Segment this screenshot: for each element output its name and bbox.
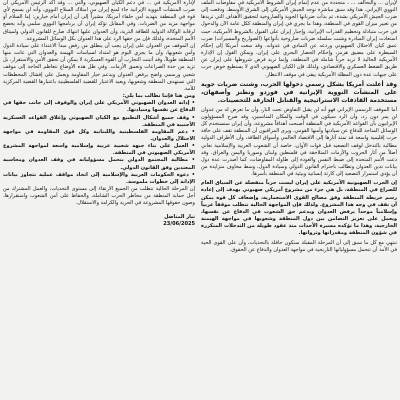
publish-date: 23/06/2025 bbox=[163, 220, 195, 227]
paragraph: إن الحرب الصهيونية الأمريكية على إيران ليست حرباً منفصلة عن السياق العام للصراع في المنطقة، بل هي جزء من مشروع أمريكي صهيوني يهدف إلى إعادة رسم خريطة المنطقة وفق مصالح القوى الاستعمارية، وإضعاف كل قوة يمكن أن تقف في وجه هذا المشروع. ولذلك فإن المواجهة الحالية تتطلب موقفاً عربياً وإسلامياً موحداً يرفض العدوان ويدعم حق الشعوب في الدفاع عن نفسها، ويعمل على تعزيز التضامن بين دول المنطقة وشعوبها في مواجهة الهيمنة الخارجية، وهذا ما تؤكده مسيرة الأحداث منذ عقود طويلة من التدخلات المتكررة في شؤون المنطقة ومقدراتها وثرواتها. bbox=[201, 180, 397, 237]
list-item: • مطالبة المجتمع الدولي بتحمل مسؤولياته في وقف العدوان ومحاسبة المعتدين وفق القانون الدولي. bbox=[3, 157, 195, 171]
section-heading: وقد أعلنت أمريكا بشكل رسمي دخولها الحرب، وشنت ضربات جوية على المنشآت النووية الإيرانية في فوردو ونطنز وأصفهان، مستخدمة القاذفات الاستراتيجية والقنابل الخارقة للتحصينات. bbox=[201, 80, 397, 104]
paragraph: ننتهي مع كل ما سبق إلى أن المرحلة المقبلة ستكون حافلة بالتحديات، وأن على القوى الحية في الأمة أن تتحمل مسؤولياتها التاريخية في مواجهة العدوان والدفاع عن الحقوق. bbox=[201, 239, 397, 253]
paragraph: إن الموقف من العدوان على إيران يجب أن ينطلق من رفض مبدأ الاعتداء على سيادة الدول وأمن شعوبها، وأن ما يجري اليوم هو امتداد لسياسات الهيمنة والعدوان التي عانت منها المنطقة طويلاً، وقد أثبتت التجارب أن القوة العسكرية لا يمكن أن تحقق الأمن والاستقرار، بل تزيد من حدة الصراعات وتعمق الأزمات. وفي ظل هذه الأوضاع تتعاظم الحاجة إلى موقف شعبي ورسمي واضح يرفض العدوان ويدعم خيار المقاومة ويعمل على إفشال المخططات التي تستهدف المنطقة وشعوبها، ويعيد الاعتبار للقضية الفلسطينية باعتبارها القضية المركزية للأمة. bbox=[3, 42, 195, 92]
paragraph: أما الموقف الرسمي الإيراني فهو أنه لن يقبل التفاوض تحت النار، وأن ما تعرض له من عدوان لن يمر دون رد، وأن الرد سيكون في الوقت والمكان المناسبين، وقد صرح المسؤولون الإيرانيون بأن القواعد الأمريكية في المنطقة أصبحت أهدافاً مشروعة، وأن إيران ستستخدم كل الوسائل المتاحة للدفاع عن سيادتها وأمنها القومي. ويرى المراقبون أن المنطقة تقف على حافة حرب إقليمية واسعة قد تمتد آثارها إلى الاقتصاد العالمي وأسواق الطاقة، وأن الأطراف الدولية مطالبة بالتدخل لوقف التصعيد قبل فوات الأوان، خاصة أن الشعوب العربية والإسلامية تعاني أصلاً من آثار الحروب والأزمات المتلاحقة في فلسطين ولبنان وسوريا واليمن والعراق. وقد دعت الأمم المتحدة إلى ضبط النفس والعودة إلى طاولة المفاوضات، كما أصدرت عدة دول بيانات تدين العدوان وتطالب باحترام القانون الدولي وسيادة الدول، وسط مخاوف متزايدة من أن يؤدي استمرار التصعيد إلى كارثة إنسانية وبيئية في المنطقة بأسرها. bbox=[201, 106, 397, 178]
paragraph: إن المرحلة الحالية تتطلب من الجميع الارتقاء إلى مستوى التحديات، والعمل المشترك من أجل حماية المنطقة من مخاطر الحرب الشاملة، والحفاظ على أمن الشعوب واستقرارها، وصون حقوقها المشروعة في الحرية والكرامة والاستقلال. bbox=[3, 186, 195, 207]
demands-intro: ومن هنا فإننا نطالب بما يلي: bbox=[122, 93, 195, 100]
list-item: • وقف جميع أشكال التطبيع مع الكيان الصهيوني وإغلاق القواعد العسكرية الأجنبية في المنطقة. bbox=[3, 114, 195, 128]
article-column-right bbox=[201, 0, 397, 400]
signoff bbox=[3, 214, 195, 228]
article-column-left bbox=[3, 0, 195, 400]
list-item: • دعوة الحكومات العربية والإسلامية إلى اتخاذ مواقف عملية تتجاوز بيانات الإدانة إلى خطوات ملموسة. bbox=[3, 171, 195, 185]
list-item: • دعم المقاومة الفلسطينية واللبنانية وكل قوى المقاومة في مواجهة الاحتلال والعدوان. bbox=[3, 128, 195, 142]
paragraph: لإيران ... والتحالف ... ، متجددة من عدم إتمام إيران الشروط الأمريكية في مفاوضات الملف النووي الإيراني. هذا وقد سبق مباشرة توجه الجيش الأمريكي إلى الشرق الأوسط، ودفعت إلى ضرب الجيش الأمريكي بشدة، ثم بدأت ضرباتها الجوية والصاروخية لتحقيق الأهداف التي تريدها من تغيير ميزان القوى في المنطقة، وهذا ما يجري في إيران والمنطقة ككل عامة الآن والدخول في حرب متبادلة وتحطيم القدرات الإيرانية، وإجبار إيران على القبول بالشروط الأمريكية، حيث استعادت إيران المبادرة وشنت سلسلة ضربات صاروخية بأنواعها (الصواريخ والمسيرات) ضرب عمق كيان الاحتلال الصهيوني وردعه عن التمادي في عدوانه. وقد سعت أمريكا إلى إحكام السيطرة على مضيق هرمز، وإحكام الحصار البحري على إيران، ويمكن القول إن الإدارة الأمريكية الحالية لا تريد حرباً شاملة في المنطقة، وإنما تريد فرض شروطها على إيران عن طريق الضغط العسكري والاقتصادي، ولذلك فإن الكيان الصهيوني الذي لا يستطيع خوض حرب على جبهات عدة دون المظلة الأمريكية يبقى في موقف الانتظار. bbox=[201, 0, 397, 78]
paragraph: لإدارة الأمريكية في ... في دعم الكيان الصهيوني، والتي ... وقد أكد الرئيس الأمريكي أن ضرب المنشآت النووية الإيرانية جاء لمنع إيران من امتلاك السلاح النووي، وأنه لن يسمح لأي قوة في المنطقة بتهديد أمن حلفاء أمريكا، مشيراً إلى أن إيران أمام خيارين: إما السلام أو مواجهة مزيد من الضربات. وفي المقابل تؤكد إيران أن برنامجها النووي سلمي وأنه يخضع لرقابة الوكالة الدولية للطاقة الذرية، وأن العدوان عليها انتهاك صارخ للقانون الدولي ولميثاق الأمم المتحدة، ولذلك فإن من حقها الرد على هذا العدوان بكل الوسائل المشروعة. bbox=[3, 0, 195, 42]
demands-list bbox=[3, 100, 195, 186]
list-item: • إدانة العدوان الصهيوني الأمريكي على إيران والوقوف إلى جانب حقها في الدفاع عن نفسها وسيادتها. bbox=[3, 100, 195, 114]
list-item: • العمل على بناء جبهة شعبية عربية وإسلامية واسعة لمواجهة المشروع الأمريكي الصهيوني في المنطقة. bbox=[3, 143, 195, 157]
author-name: تيار المناضل bbox=[164, 213, 195, 220]
